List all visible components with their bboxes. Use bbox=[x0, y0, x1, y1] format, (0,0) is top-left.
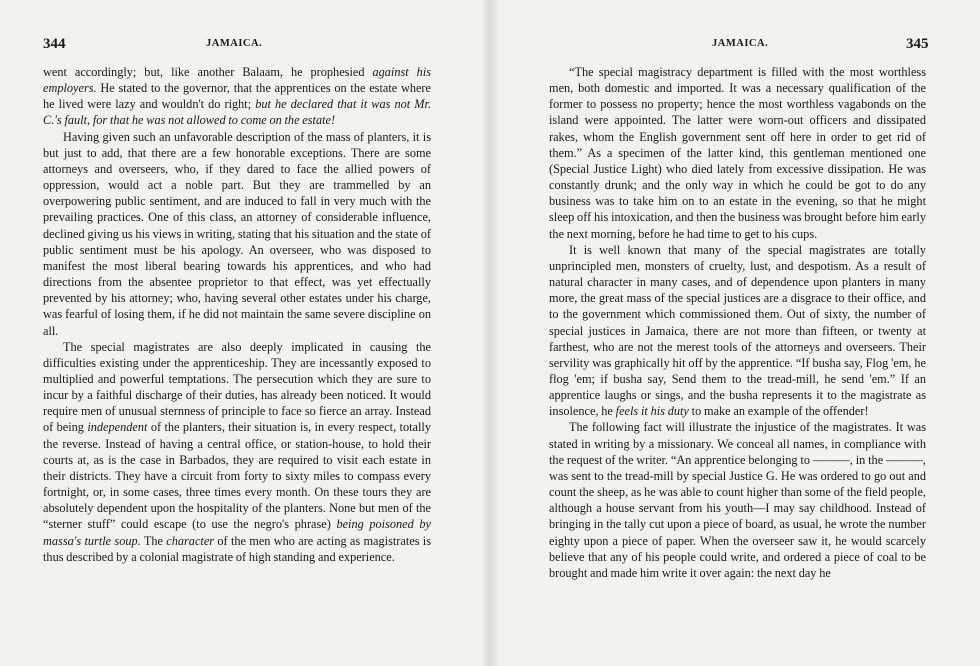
text-run: Having given such an unfavorable description of the mass of planters, it is but just to add, that there are a few honorable exceptions. There are some attorneys and overseers, who, if they dared to face the allied powers of oppression, would act a noble part. But they are trammelled by an overpowering public sentiment, and are induced to fall in very much with the prevailing practices. One of this class, an attorney of considerable influence, declined giving us his views in writing, stating that his situation and the state of public sentiment must be his apology. An overseer, who was disposed to manifest the most liberal bearing towards his apprentices, and who had directions from the absentee proprietor to that effect, was yet effectually prevented by his attorney; who, having several other estates under his charge, was fearful of losing them, if he did not maintain the same severe discipline on all. bbox=[43, 129, 431, 338]
page-number: 344 bbox=[43, 36, 66, 52]
italic-text: against his employers. bbox=[43, 65, 431, 96]
paragraph bbox=[43, 339, 431, 565]
paragraph bbox=[549, 419, 926, 581]
running-head: JAMAICA. bbox=[712, 38, 769, 49]
text-run: of the planters, their situation is, in every respect, totally the reverse. Instead of having a central office, or station-house, to hold their courts at, as is the case in Barbados, they are required to visit each estate in their districts. They have a circuit from forty to sixty miles to compass every fortnight, or, in some cases, three times every month. On these tours they are absolutely dependent upon the hospitality of the planters. None but men of the “sterner stuff” could escape (to use the negro's phrase) bbox=[43, 420, 431, 532]
page-body bbox=[549, 64, 926, 581]
text-run: He stated to the governor, that the apprentices on the estate where he lived were lazy and wouldn't do right; bbox=[43, 81, 431, 112]
text-run: “The special magistracy department is filled with the most worthless men, both domestic and imported. It was a necessary qualification of the former to possess no property; hence the most worthless vagabonds on the island were appointed. The latter were worn-out officers and dissipated rakes, whom the English government sent off here in order to get rid of them.” As a specimen of the latter kind, this gentleman mentioned one (Special Justice Light) who died lately from excessive dissipation. He was constantly drunk; and the only way in which he could be got to do any business was to take him on to an estate in the evening, so that he might sleep off his intoxication, and then the business was brought before him early the next morning, before he had time to get to his cups. bbox=[549, 65, 926, 241]
page-number: 345 bbox=[906, 36, 929, 52]
italic-text: independent bbox=[87, 420, 148, 435]
running-head: JAMAICA. bbox=[206, 38, 263, 49]
paragraph bbox=[43, 64, 431, 129]
text-run: The bbox=[140, 533, 167, 548]
paragraph bbox=[549, 242, 926, 420]
text-run: The special magistrates are also deeply implicated in causing the difficulties existing under the apprenticeship. They are incessantly exposed to multiplied and powerful temptations. The persecution which they are sure to incur by a faithful discharge of their duties, has already been noticed. It would require men of unusual sternness of principle to face so fierce an array. Instead of being bbox=[43, 339, 431, 435]
text-run: went accordingly; but, like another Balaam, he prophesied bbox=[43, 65, 373, 79]
text-run: to make an example of the offender! bbox=[688, 404, 869, 419]
paragraph bbox=[549, 64, 926, 242]
italic-text: character bbox=[166, 533, 215, 548]
page-body bbox=[43, 64, 431, 565]
text-run: of the men who are acting as magistrates is thus described by a colonial magistrate of high standing and experience. bbox=[43, 533, 431, 564]
right-page bbox=[490, 0, 980, 666]
paragraph bbox=[43, 129, 431, 339]
text-run: The following fact will illustrate the injustice of the magistrates. It was stated in writing by a missionary. We conceal all names, in compliance with the request of the writer. “An apprentice belonging to ———, in the ———, was sent to the tread-mill by special Justice G. He was ordered to go out and count the sheep, as he was able to count higher than some of the field people, although a house servant from his youth—I may say childhood. Instead of bringing in the tally cut upon a piece of board, as usual, he wrote the number eighty upon a piece of paper. When the overseer saw it, he would scarcely believe that any of his people could write, and ordered a piece of coal to be brought and made him write it over again: the next day he bbox=[549, 420, 926, 580]
italic-text: but he declared that it was not Mr. C.'s fault, for that he was not allowed to come on the estate! bbox=[43, 97, 431, 128]
italic-text: being poisoned by massa's turtle soup. bbox=[43, 517, 431, 548]
text-run: It is well known that many of the special magistrates are totally unprincipled men, monsters of cruelty, lust, and despotism. As a result of natural character in many cases, and of dependence upon planters in many more, the great mass of the special justices are a disgrace to their office, and to the government which commissioned them. Out of sixty, the number of special justices in Jamaica, there are not more than fifteen, or twenty at farthest, who are not the merest tools of the attorneys and overseers. Their servility was graphically hit off by the apprentice. “If busha say, Flog 'em, he flog 'em; if busha say, Send them to the tread-mill, he send 'em.” If an apprentice laughs or sings, and the busha represents it to the magistrate as insolence, he bbox=[549, 242, 926, 419]
italic-text: feels it his duty bbox=[615, 404, 689, 419]
